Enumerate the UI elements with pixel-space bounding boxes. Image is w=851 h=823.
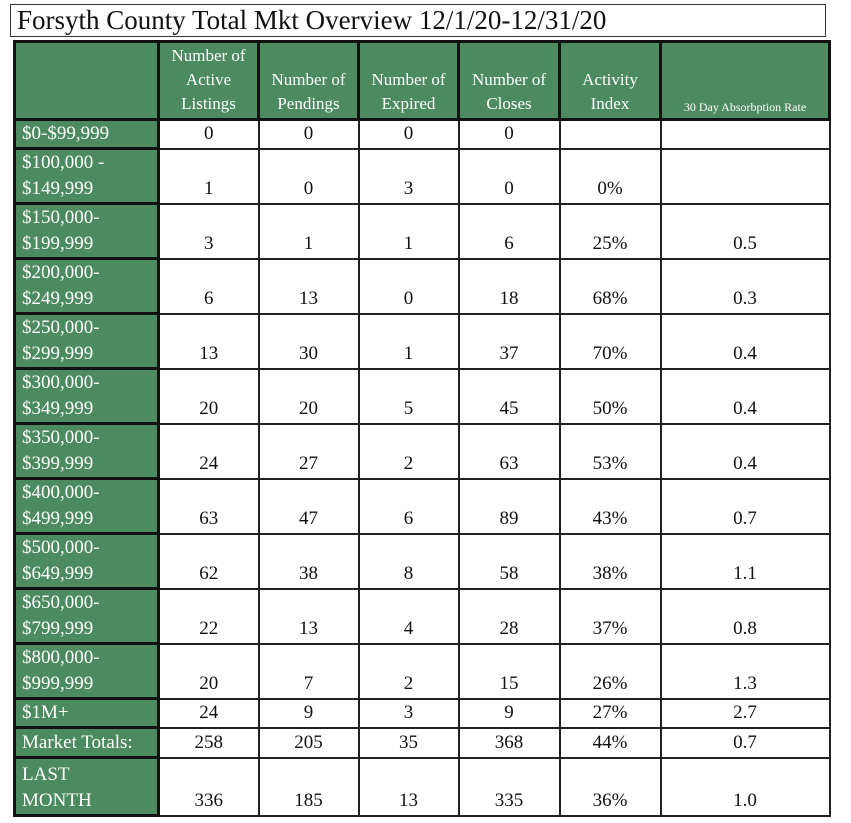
- cell-activity-index: 25%: [560, 204, 661, 259]
- cell-active-listings: 24: [159, 699, 259, 728]
- cell-active-listings: 336: [159, 758, 259, 816]
- header-row: [15, 42, 830, 120]
- cell-closes: 37: [459, 314, 560, 369]
- cell-activity-index: 53%: [560, 424, 661, 479]
- cell-expired: 0: [359, 259, 459, 314]
- cell-pendings: 185: [259, 758, 359, 816]
- cell-closes: 18: [459, 259, 560, 314]
- cell-absorption-rate: 0.7: [661, 728, 830, 758]
- price-range-text: $0-$99,999: [22, 123, 110, 144]
- header-corner: [15, 42, 159, 120]
- cell-expired: 0: [359, 120, 459, 149]
- cell-absorption-rate: 2.7: [661, 699, 830, 728]
- cell-expired: 2: [359, 424, 459, 479]
- header-active-listings: [159, 42, 259, 120]
- table-row: [15, 728, 830, 758]
- cell-expired: 2: [359, 644, 459, 699]
- cell-absorption-rate: [661, 149, 830, 204]
- price-range-text: Market Totals:: [22, 732, 133, 753]
- cell-pendings: 0: [259, 120, 359, 149]
- cell-pendings: 20: [259, 369, 359, 424]
- price-range-label: [15, 120, 159, 149]
- header-closes: [459, 42, 560, 120]
- header-line: Number of: [271, 70, 346, 89]
- price-range-label: [15, 758, 159, 816]
- cell-active-listings: 1: [159, 149, 259, 204]
- cell-active-listings: 258: [159, 728, 259, 758]
- cell-pendings: 0: [259, 149, 359, 204]
- header-line: Expired: [381, 94, 436, 113]
- cell-active-listings: 6: [159, 259, 259, 314]
- cell-expired: 4: [359, 589, 459, 644]
- price-range-label: [15, 314, 159, 369]
- cell-activity-index: 0%: [560, 149, 661, 204]
- cell-pendings: 9: [259, 699, 359, 728]
- cell-activity-index: 27%: [560, 699, 661, 728]
- cell-absorption-rate: 1.3: [661, 644, 830, 699]
- cell-activity-index: 37%: [560, 589, 661, 644]
- price-range-text: $400,000- $499,999: [22, 482, 100, 529]
- cell-active-listings: 20: [159, 644, 259, 699]
- header-activity-index: [560, 42, 661, 120]
- cell-active-listings: 22: [159, 589, 259, 644]
- header-pendings: [259, 42, 359, 120]
- cell-activity-index: 38%: [560, 534, 661, 589]
- cell-pendings: 1: [259, 204, 359, 259]
- cell-active-listings: 13: [159, 314, 259, 369]
- table-row: [15, 120, 830, 149]
- price-range-label: [15, 534, 159, 589]
- price-range-label: [15, 728, 159, 758]
- price-range-text: $800,000- $999,999: [22, 647, 100, 694]
- cell-closes: 28: [459, 589, 560, 644]
- table-row: [15, 699, 830, 728]
- table-row: [15, 204, 830, 259]
- cell-closes: 15: [459, 644, 560, 699]
- cell-expired: 6: [359, 479, 459, 534]
- cell-closes: 58: [459, 534, 560, 589]
- cell-activity-index: 68%: [560, 259, 661, 314]
- table-body: [15, 120, 830, 816]
- table-row: [15, 259, 830, 314]
- cell-expired: 8: [359, 534, 459, 589]
- cell-expired: 3: [359, 699, 459, 728]
- page-title: Forsyth County Total Mkt Overview 12/1/20-12/31/20: [10, 4, 826, 37]
- price-range-label: [15, 259, 159, 314]
- cell-absorption-rate: 0.3: [661, 259, 830, 314]
- table-row: [15, 149, 830, 204]
- price-range-text: $650,000- $799,999: [22, 592, 100, 639]
- cell-active-listings: 3: [159, 204, 259, 259]
- header-line: Listings: [181, 94, 236, 113]
- header-absorption-rate: [661, 42, 830, 120]
- table-row: [15, 758, 830, 816]
- header-line: Active: [185, 70, 232, 89]
- cell-pendings: 7: [259, 644, 359, 699]
- cell-active-listings: 62: [159, 534, 259, 589]
- table-row: [15, 314, 830, 369]
- price-range-label: [15, 204, 159, 259]
- header-line: Number of: [471, 70, 547, 89]
- market-overview-table: [13, 40, 831, 817]
- price-range-label: [15, 424, 159, 479]
- table-row: [15, 644, 830, 699]
- price-range-text: $1M+: [22, 702, 69, 723]
- table-row: [15, 479, 830, 534]
- header-line: Number of: [371, 70, 446, 89]
- cell-activity-index: 36%: [560, 758, 661, 816]
- cell-active-listings: 0: [159, 120, 259, 149]
- header-line: Pendings: [277, 94, 340, 113]
- cell-activity-index: [560, 120, 661, 149]
- header-expired: [359, 42, 459, 120]
- cell-activity-index: 70%: [560, 314, 661, 369]
- price-range-label: [15, 149, 159, 204]
- cell-absorption-rate: [661, 120, 830, 149]
- table-row: [15, 369, 830, 424]
- price-range-label: [15, 479, 159, 534]
- cell-closes: 45: [459, 369, 560, 424]
- cell-activity-index: 50%: [560, 369, 661, 424]
- table-row: [15, 534, 830, 589]
- price-range-text: $150,000- $199,999: [22, 207, 100, 254]
- cell-closes: 0: [459, 120, 560, 149]
- price-range-text: $500,000- $649,999: [22, 537, 100, 584]
- price-range-text: $250,000- $299,999: [22, 317, 100, 364]
- cell-absorption-rate: 1.1: [661, 534, 830, 589]
- price-range-text: $350,000- $399,999: [22, 427, 100, 474]
- cell-expired: 1: [359, 204, 459, 259]
- cell-absorption-rate: 0.5: [661, 204, 830, 259]
- cell-activity-index: 44%: [560, 728, 661, 758]
- cell-absorption-rate: 0.4: [661, 369, 830, 424]
- cell-pendings: 13: [259, 259, 359, 314]
- cell-active-listings: 20: [159, 369, 259, 424]
- table-row: [15, 424, 830, 479]
- cell-pendings: 38: [259, 534, 359, 589]
- cell-closes: 0: [459, 149, 560, 204]
- price-range-label: [15, 699, 159, 728]
- cell-pendings: 27: [259, 424, 359, 479]
- cell-closes: 63: [459, 424, 560, 479]
- header-line: Index: [590, 94, 630, 113]
- cell-active-listings: 63: [159, 479, 259, 534]
- cell-absorption-rate: 0.4: [661, 314, 830, 369]
- price-range-label: [15, 644, 159, 699]
- cell-active-listings: 24: [159, 424, 259, 479]
- cell-pendings: 30: [259, 314, 359, 369]
- cell-expired: 5: [359, 369, 459, 424]
- cell-absorption-rate: 0.4: [661, 424, 830, 479]
- cell-expired: 13: [359, 758, 459, 816]
- cell-closes: 6: [459, 204, 560, 259]
- header-line: Closes: [486, 94, 532, 113]
- cell-expired: 1: [359, 314, 459, 369]
- price-range-label: [15, 369, 159, 424]
- cell-absorption-rate: 0.7: [661, 479, 830, 534]
- cell-pendings: 13: [259, 589, 359, 644]
- cell-absorption-rate: 1.0: [661, 758, 830, 816]
- table-row: [15, 589, 830, 644]
- header-line: Number of: [171, 46, 246, 65]
- price-range-text: LAST MONTH: [22, 764, 92, 811]
- cell-pendings: 205: [259, 728, 359, 758]
- cell-closes: 9: [459, 699, 560, 728]
- cell-pendings: 47: [259, 479, 359, 534]
- cell-absorption-rate: 0.8: [661, 589, 830, 644]
- cell-closes: 89: [459, 479, 560, 534]
- header-line: Activity: [582, 70, 638, 89]
- cell-expired: 3: [359, 149, 459, 204]
- cell-activity-index: 26%: [560, 644, 661, 699]
- header-line: 30 Day Absorbption Rate: [683, 100, 807, 114]
- price-range-text: $200,000- $249,999: [22, 262, 100, 309]
- cell-closes: 368: [459, 728, 560, 758]
- cell-expired: 35: [359, 728, 459, 758]
- price-range-text: $100,000 - $149,999: [22, 152, 105, 199]
- cell-activity-index: 43%: [560, 479, 661, 534]
- price-range-label: [15, 589, 159, 644]
- cell-closes: 335: [459, 758, 560, 816]
- price-range-text: $300,000- $349,999: [22, 372, 100, 419]
